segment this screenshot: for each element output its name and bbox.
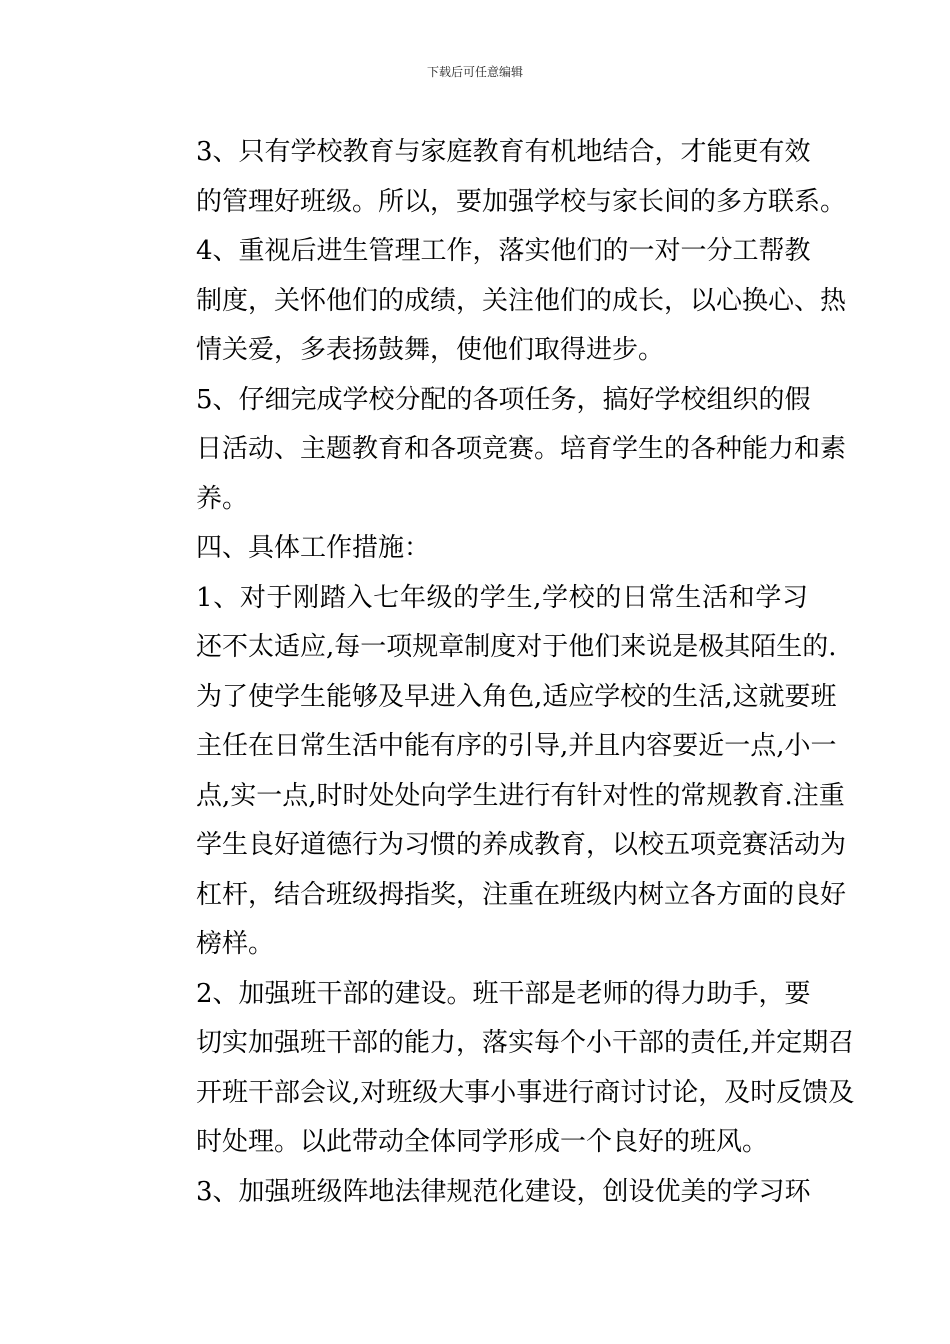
- text-line: 切实加强班干部的能力，落实每个小干部的责任,并定期召: [196, 1028, 855, 1058]
- text-line: 的管理好班级。所以，要加强学校与家长间的多方联系。: [196, 186, 847, 217]
- text-line: 时处理。以此带动全体同学形成一个良好的班风。: [196, 1127, 769, 1157]
- document-body: [144, 128, 855, 1217]
- paragraph-3: [144, 128, 847, 227]
- text-line: 开班干部会议,对班级大事小事进行商讨讨论，及时反馈及: [196, 1077, 855, 1108]
- measure-3: [144, 1168, 811, 1218]
- text-line: 杠杆，结合班级拇指奖，注重在班级内树立各方面的良好: [196, 879, 847, 910]
- paragraph-5: [144, 376, 847, 525]
- header-text: 下载后可任意编辑: [426, 65, 523, 79]
- text-line: 榜样。: [196, 929, 275, 959]
- text-line: 养。: [196, 483, 249, 514]
- text-line: 5、仔细完成学校分配的各项任务，搞好学校组织的假: [196, 384, 811, 415]
- text-line: 3、加强班级阵地法律规范化建设，创设优美的学习环: [196, 1176, 811, 1207]
- section-heading-4: [144, 524, 808, 574]
- text-line: 学生良好道德行为习惯的养成教育，以校五项竞赛活动为: [196, 830, 847, 860]
- text-line: 3、只有学校教育与家庭教育有机地结合，才能更有效: [196, 137, 811, 167]
- measure-2: [144, 970, 855, 1168]
- measure-1: [144, 574, 847, 970]
- text-line: 还不太适应,每一项规章制度对于他们来说是极其陌生的.: [196, 632, 837, 662]
- page-header: [0, 64, 950, 80]
- text-line: 制度，关怀他们的成绩，关注他们的成长，以心换心、热: [196, 285, 847, 316]
- text-line: 4、重视后进生管理工作，落实他们的一对一分工帮教: [196, 236, 811, 266]
- text-line: 四、具体工作措施：: [196, 533, 431, 563]
- text-line: 日活动、主题教育和各项竞赛。培育学生的各种能力和素: [196, 434, 847, 464]
- text-line: 情关爱，多表扬鼓舞，使他们取得进步。: [196, 335, 665, 365]
- text-line: 点,实一点,时时处处向学生进行有针对性的常规教育.注重: [196, 780, 845, 811]
- paragraph-4: [144, 227, 847, 376]
- text-line: 2、加强班干部的建设。班干部是老师的得力助手，要: [196, 978, 811, 1009]
- text-line: 为了使学生能够及早进入角色,适应学校的生活,这就要班: [196, 681, 837, 712]
- text-line: 1、对于刚踏入七年级的学生,学校的日常生活和学习: [196, 582, 808, 613]
- text-line: 主任在日常生活中能有序的引导,并且内容要近一点,小一: [196, 731, 837, 761]
